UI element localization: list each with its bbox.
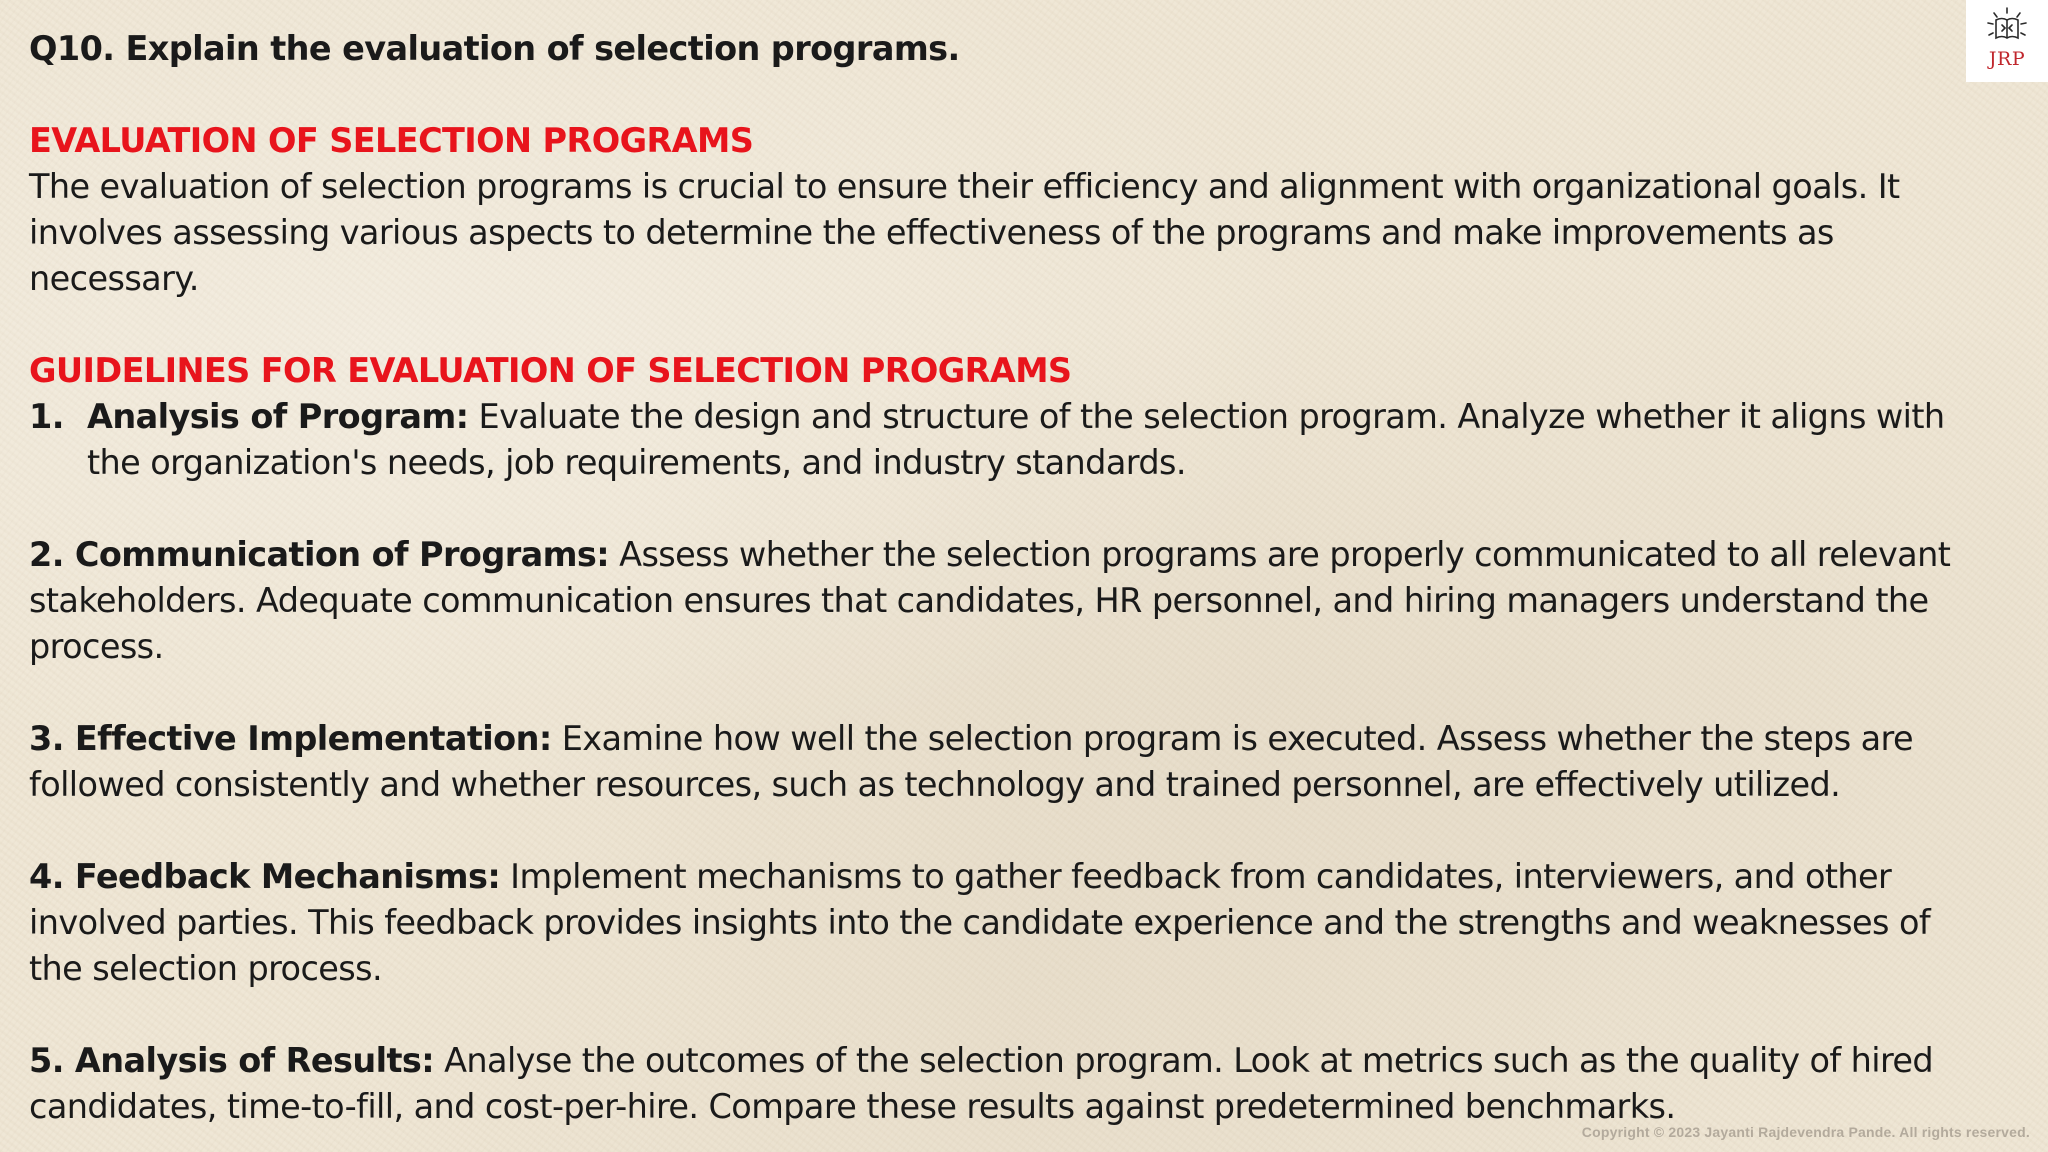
guideline-item-title: 4. Feedback Mechanisms: xyxy=(29,857,501,896)
guideline-item-title: Analysis of Program: xyxy=(87,397,469,436)
spacer xyxy=(29,72,1989,118)
guideline-item-body xyxy=(87,394,1989,486)
logo-text: JRP xyxy=(1988,48,2026,70)
slide-content xyxy=(29,26,1989,1130)
guideline-item-text: Evaluate the design and structure of the selection program. Analyze whether it aligns with the organization's needs, job requirements, and industry standards. xyxy=(87,397,1945,482)
guideline-item-5 xyxy=(29,1038,1989,1130)
spacer xyxy=(29,302,1989,348)
guideline-item-number: 1. xyxy=(29,397,64,436)
section-intro-paragraph: The evaluation of selection programs is crucial to ensure their efficiency and alignment with organizational goals. It involves assessing various aspects to determine the effectiveness of the programs and make improvements as necessary. xyxy=(29,167,1900,298)
question-title: Q10. Explain the evaluation of selection programs. xyxy=(29,29,960,68)
guideline-item-text: Assess whether the selection programs are properly communicated to all relevant stakeholders. Adequate communication ensures that candidates, HR personnel, and hiring managers understand the process. xyxy=(29,535,1951,666)
guideline-item-1 xyxy=(29,394,1989,486)
copyright-notice: Copyright © 2023 Jayanti Rajdevendra Pande. All rights reserved. xyxy=(1581,1124,2030,1140)
jrp-logo xyxy=(1966,0,2048,82)
guideline-item-3 xyxy=(29,716,1989,808)
guideline-item-text: Analyse the outcomes of the selection program. Look at metrics such as the quality of hired candidates, time-to-fill, and cost-per-hire. Compare these results against predetermined benchmarks. xyxy=(29,1041,1934,1126)
spacer xyxy=(29,670,1989,716)
guideline-item-2 xyxy=(29,532,1989,670)
section-heading-guidelines: GUIDELINES FOR EVALUATION OF SELECTION PROGRAMS xyxy=(29,351,1072,390)
guideline-item-title: 5. Analysis of Results: xyxy=(29,1041,435,1080)
spacer xyxy=(29,486,1989,532)
guideline-item-text: Examine how well the selection program is executed. Assess whether the steps are followed consistently and whether resources, such as technology and trained personnel, are effectively utilized. xyxy=(29,719,1913,804)
spacer xyxy=(29,992,1989,1038)
guideline-item-text: Implement mechanisms to gather feedback from candidates, interviewers, and other involved parties. This feedback provides insights into the candidate experience and the strengths and weaknesses of the selection process. xyxy=(29,857,1931,988)
book-sun-icon xyxy=(1984,6,2030,48)
spacer xyxy=(29,808,1989,854)
guideline-item-4 xyxy=(29,854,1989,992)
section-heading-evaluation: EVALUATION OF SELECTION PROGRAMS xyxy=(29,121,754,160)
guideline-item-title: 2. Communication of Programs: xyxy=(29,535,610,574)
guideline-item-title: 3. Effective Implementation: xyxy=(29,719,552,758)
